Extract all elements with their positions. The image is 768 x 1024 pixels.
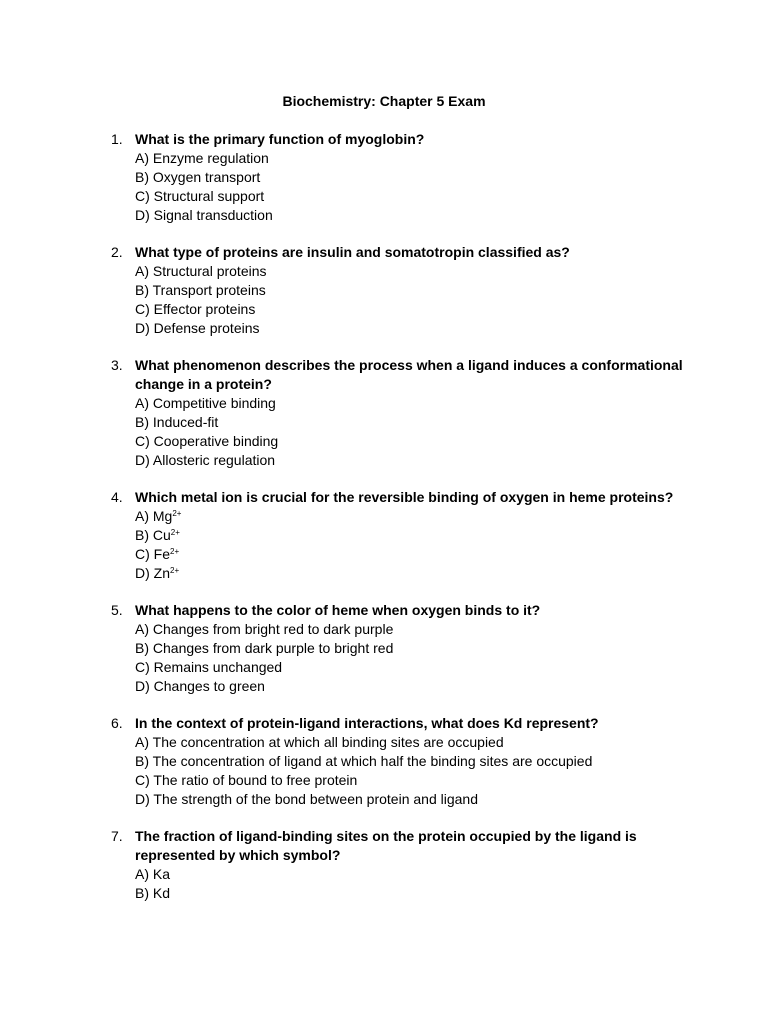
option-label: C) Fe [135, 545, 170, 562]
option-label: B) Kd [135, 884, 171, 901]
option-label: A) Competitive binding [135, 394, 276, 411]
question-number: 5. [111, 602, 123, 619]
option-label: A) Mg [135, 507, 173, 524]
option-label: A) Ka [135, 865, 171, 882]
answer-option [135, 168, 768, 187]
option-label: C) Structural support [135, 187, 265, 204]
question-number: 2. [111, 244, 123, 261]
option-label: B) Oxygen transport [135, 168, 261, 185]
option-label: C) Remains unchanged [135, 658, 283, 675]
question-number: 6. [111, 715, 123, 732]
answer-option [135, 206, 768, 225]
answer-option [135, 432, 768, 451]
question-number: 4. [111, 489, 123, 505]
question-item [0, 827, 768, 903]
charge-superscript: 2+ [172, 508, 182, 518]
option-label: D) Defense proteins [135, 319, 260, 336]
answer-options [135, 394, 768, 470]
charge-superscript: 2+ [170, 565, 180, 575]
answer-options [135, 733, 768, 809]
answer-options [135, 262, 768, 338]
question-text: What is the primary function of myoglobin? [135, 131, 425, 147]
option-label: A) Enzyme regulation [135, 149, 269, 166]
option-label: D) The strength of the bond between protein and ligand [135, 790, 478, 807]
question-item [0, 714, 768, 809]
option-label: A) The concentration at which all binding sites are occupied [135, 733, 504, 750]
option-label: D) Signal transduction [135, 206, 273, 223]
charge-superscript: 2+ [170, 527, 180, 537]
question-item [0, 243, 768, 338]
answer-option [135, 319, 768, 338]
question-item [0, 130, 768, 225]
answer-option [135, 752, 768, 771]
answer-option [135, 677, 768, 696]
answer-option [135, 658, 768, 677]
question-item [0, 601, 768, 696]
question-text: The fraction of ligand-binding sites on the protein occupied by the ligand is represented by which symbol? [135, 828, 637, 863]
answer-option [135, 187, 768, 206]
answer-option [135, 865, 768, 884]
answer-option [135, 545, 768, 564]
answer-option [135, 884, 768, 903]
option-label: D) Changes to green [135, 677, 265, 694]
exam-title: Biochemistry: Chapter 5 Exam [282, 93, 486, 109]
charge-superscript: 2+ [170, 546, 180, 556]
question-item [0, 356, 768, 469]
question-text: In the context of protein-ligand interactions, what does Kd represent? [135, 715, 599, 732]
answer-option [135, 149, 768, 168]
question-number: 1. [111, 131, 123, 147]
question-number: 7. [111, 828, 123, 845]
answer-option [135, 526, 768, 545]
answer-option [135, 262, 768, 281]
answer-option [135, 451, 768, 470]
answer-option [135, 639, 768, 658]
answer-option [135, 790, 768, 809]
answer-option [135, 281, 768, 300]
question-list [0, 130, 768, 921]
answer-option [135, 413, 768, 432]
option-label: B) Cu [135, 526, 171, 543]
answer-options [135, 620, 768, 696]
answer-option [135, 564, 768, 583]
answer-options [135, 865, 768, 903]
question-number: 3. [111, 357, 123, 374]
answer-option [135, 394, 768, 413]
option-label: D) Allosteric regulation [135, 451, 276, 468]
answer-option [135, 620, 768, 639]
question-text: What phenomenon describes the process when a ligand induces a conformational change in a protein? [135, 357, 683, 392]
option-label: C) Cooperative binding [135, 432, 279, 449]
option-label: D) Zn [135, 564, 170, 581]
option-label: C) Effector proteins [135, 300, 256, 317]
answer-option [135, 300, 768, 319]
option-label: A) Structural proteins [135, 262, 267, 279]
question-text: Which metal ion is crucial for the reversible binding of oxygen in heme proteins? [135, 489, 674, 505]
question-item [0, 488, 768, 583]
answer-options [135, 149, 768, 225]
answer-option [135, 771, 768, 790]
answer-option [135, 507, 768, 526]
question-text: What type of proteins are insulin and somatotropin classified as? [135, 244, 570, 261]
option-label: B) Induced-fit [135, 413, 219, 430]
option-label: B) Changes from dark purple to bright red [135, 639, 394, 656]
answer-option [135, 733, 768, 752]
answer-options [135, 507, 768, 583]
option-label: A) Changes from bright red to dark purple [135, 620, 394, 637]
option-label: C) The ratio of bound to free protein [135, 771, 358, 788]
option-label: B) The concentration of ligand at which half the binding sites are occupied [135, 752, 593, 769]
option-label: B) Transport proteins [135, 281, 266, 298]
question-text: What happens to the color of heme when oxygen binds to it? [135, 602, 541, 619]
